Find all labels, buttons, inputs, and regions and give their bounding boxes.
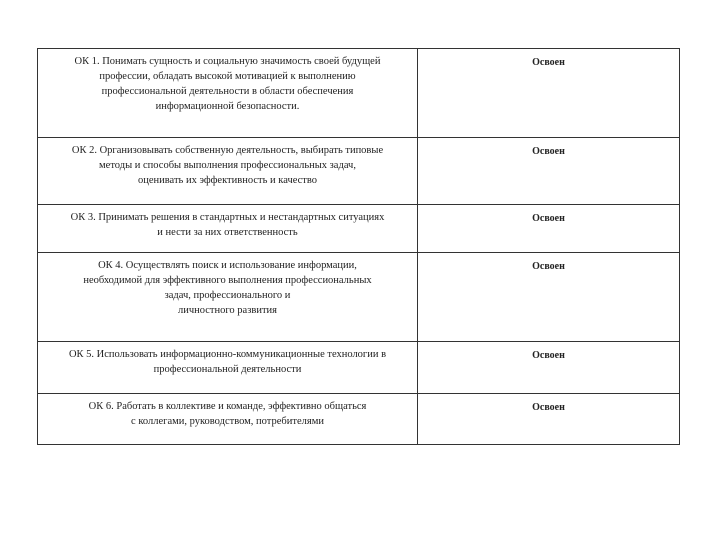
table-row [38,49,680,138]
competency-text: ОК 2. Организовывать собственную деятельность, выбирать типовые [71,145,384,156]
competency-text: ОК 1. Понимать сущность и социальную значимость своей будущей [74,56,381,67]
status-cell: Освоен [418,138,680,205]
competency-text: задач, профессионального и [164,290,291,301]
competency-text: ОК 5. Использовать информационно-коммуникационные технологии в [68,349,387,360]
competency-cell [38,138,418,205]
competency-text: профессии, обладать высокой мотивацией к выполнению [99,71,356,82]
status-cell: Освоен [418,49,680,138]
competency-text: информационной безопасности. [155,101,300,112]
competency-text: ОК 4. Осуществлять поиск и использование информации, [98,260,357,271]
competency-text: ОК 3. Принимать решения в стандартных и нестандартных ситуациях [70,212,385,223]
status-cell: Освоен [418,205,680,253]
table-row [38,205,680,253]
table-row [38,394,680,445]
table-row [38,342,680,394]
competency-text: оценивать их эффективность и качество [137,175,318,186]
competency-text: личностного развития [178,305,277,316]
status-cell: Освоен [418,342,680,394]
table-row [38,138,680,205]
competency-cell [38,394,418,445]
competency-cell [38,253,418,342]
competency-text: необходимой для эффективного выполнения профессиональных [83,275,372,286]
competency-cell [38,205,418,253]
competency-text: ОК 6. Работать в коллективе и команде, эффективно общаться [88,401,367,412]
status-cell: Освоен [418,394,680,445]
competency-text: методы и способы выполнения профессиональных задач, [99,160,356,171]
table-row [38,253,680,342]
competency-cell [38,49,418,138]
competency-cell [38,342,418,394]
competency-text: профессиональной деятельности в области обеспечения [101,86,354,97]
competencies-table [37,48,680,445]
competency-text: с коллегами, руководством, потребителями [131,416,324,427]
status-cell: Освоен [418,253,680,342]
competency-text: профессиональной деятельности [153,364,302,375]
competency-text: и нести за них ответственность [157,227,298,238]
